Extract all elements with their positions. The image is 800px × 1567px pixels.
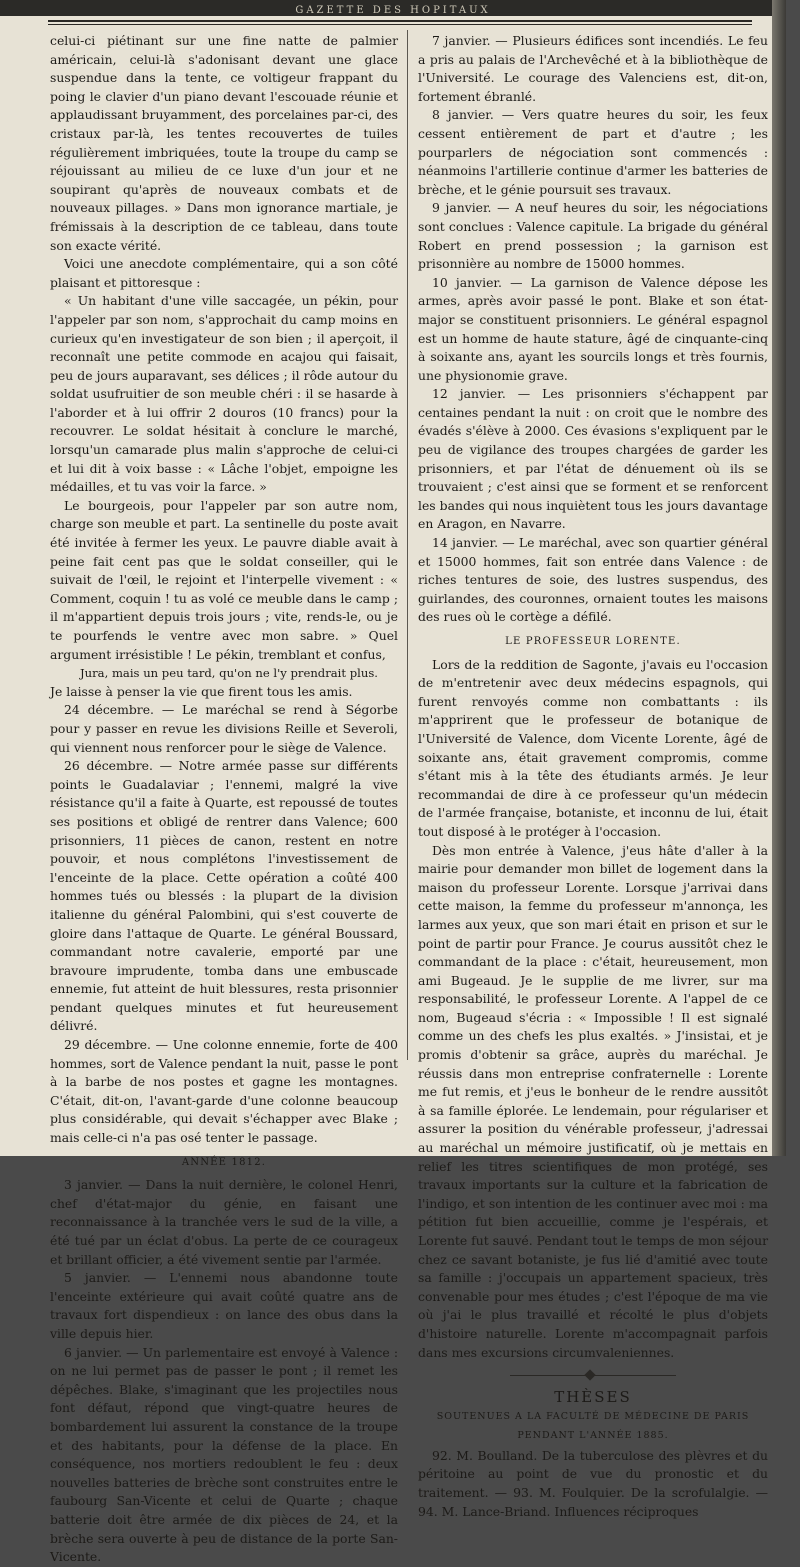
left-paragraph: Le bourgeois, pour l'appeler par son autre nom, charge son meuble et part. La sentinelle du poste avait été invitée à fermer les yeux. Le pauvre diable avait à peine fait cent pas que le soldat conseiller, qui le suivait de l'œil, le rejoint et l'interpelle vivement : « Comment, coquin ! tu as volé ce meuble dans le camp ; il m'appartient depuis trois jours ; vite, rends-le, ou je te pourfends le ventre avec mon sabre. » Quel argument irrésistible ! Le pékin, tremblant et confus,	[50, 497, 398, 662]
right-paragraph: 10 janvier. — La garnison de Valence dépose les armes, après avoir passé le pont. Blake et son état-major se constituent prisonniers. Le général espagnol est un homme de haute stature, âgé de cinquante-cinq à soixante ans, ayant les sourcils longs et très fournis, une physionomie grave.	[418, 274, 768, 383]
right-paragraph: Dès mon entrée à Valence, j'eus hâte d'aller à la mairie pour demander mon billet de logement dans la maison du professeur Lorente. Lorsque j'arrivai dans cette maison, la femme du professeur m'annonça, les larmes aux yeux, que son mari était en prison et sur le point de partir pour France. Je courus aussitôt chez le commandant de la place : c'était, heureusement, mon ami Bugeaud. Je le supplie de me livrer, sur ma responsabilité, le professeur Lorente. A l'appel de ce nom, Bugeaud s'écria : « Impossible ! Il est signalé comme un des chefs les plus exaltés. » J'insistai, et je promis d'obtenir sa grâce, auprès du maréchal. Je réussis dans mon entreprise confraternelle : Lorente me fut remis, et j'eus le bonheur de le rendre aussitôt à sa famille éplorée. Le lendemain, pour régulariser et assurer la position du vénérable professeur, j'adressai au maréchal un mémoire justificatif, où je mettais en relief les titres scientifiques de mon protégé, ses travaux importants sur la culture et la fabrication de l'indigo, et son intention de les continuer avec moi : ma pétition fut bien accueillie, comme je l'espérais, et Lorente fut sauvé. Pendant tout le temps de mon séjour chez ce savant botaniste, je fus lié d'amitié avec toute sa famille : j'occupais un appartement spacieux, très convenable pour mes études ; c'est l'époque de ma vie où j'ai le plus travaillé et récolté le plus d'objets d'histoire naturelle. Lorente m'accompagnait parfois dans mes excursions circumvaleniennes.	[418, 842, 768, 1360]
left-paragraph: 5 janvier. — L'ennemi nous abandonne toute l'enceinte extérieure qui avait coûté quatre ans de travaux fort dispendieux : on lance des obus dans la ville depuis hier.	[50, 1270, 398, 1341]
right-column	[418, 32, 768, 1521]
left-paragraph: celui-ci piétinant sur une fine natte de palmier américain, celui-là s'adonisant devant une glace suspendue dans la tente, ce voltigeur frappant du poing le clavier d'un piano devant l'escouade réunie et applaudissant bruyamment, des porcelaines par-ci, des cristaux par-là, les tentes recouvertes de tuiles régulièrement imbriquées, toute la troupe du camp se réjouissant au milieu de ce luxe d'un jour et ne soupirant qu'après de nouveaux combats et de nouveaux pillages. » Dans mon ignorance martiale, je frémissais à la description de ce tableau, dans toute son exacte vérité.	[50, 33, 398, 253]
right-paragraph: Lors de la reddition de Sagonte, j'avais eu l'occasion de m'entretenir avec deux médecins espagnols, qui furent renvoyés comme non combattants : ils m'apprirent que le professeur de botanique de l'Université de Valence, dom Vicente Lorente, âgé de soixante ans, était gravement compromis, comme s'étant mis à la tête des étudiants armés. Je leur recommandai de dire à ce professeur qu'un médecin de l'armée française, botaniste, et inconnu de lui, était tout disposé à le protéger à l'occasion.	[418, 656, 768, 839]
left-section-heading: ANNÉE 1812.	[181, 1156, 267, 1168]
section-ornament	[418, 1370, 768, 1380]
left-paragraph: Voici une anecdote complémentaire, qui a son côté plaisant et pittoresque :	[50, 256, 398, 290]
right-paragraph: 9 janvier. — A neuf heures du soir, les négociations sont conclues : Valence capitule. La brigade du général Robert en prend possession ; la garnison est prisonnière au nombre de 15000 hommes.	[418, 200, 768, 272]
right-paragraph: 7 janvier. — Plusieurs édifices sont incendiés. Le feu a pris au palais de l'Archevêché et à la bibliothèque de l'Université. Le courage des Valenciens est, dit-on, fortement ébranlé.	[418, 33, 768, 104]
left-paragraph: « Un habitant d'une ville saccagée, un pékin, pour l'appeler par son nom, s'approchait du camp moins en curieux qu'en investigateur de son bien ; il aperçoit, il reconnaît une petite commode en acajou qui faisait, peu de jours auparavant, ses délices ; il rôde autour du soldat usufruitier de son meuble chéri : il se hasarde à l'aborder et à lui offrir 2 douros (10 francs) pour la recouvrer. Le soldat hésitait à conclure le marché, lorsqu'un camarade plus malin s'approche de celui-ci et lui dit à voix basse : « Lâche l'objet, empoigne les médailles, et tu vas voir la farce. »	[50, 293, 398, 495]
right-paragraph: 8 janvier. — Vers quatre heures du soir, les feux cessent entièrement de part et d'autre ; les pourparlers de négociation sont commencés : néanmoins l'artillerie continue d'armer les batteries de brèche, et le génie poursuit ses travaux.	[418, 107, 768, 197]
right-column-articles	[418, 32, 768, 1362]
left-verse-line: Jura, mais un peu tard, qu'on ne l'y prendrait plus.	[80, 666, 378, 681]
theses-year: PENDANT L'ANNÉE 1885.	[517, 1429, 669, 1441]
right-section-heading: LE PROFESSEUR LORENTE.	[505, 636, 681, 647]
theses-subtitle: SOUTENUES A LA FACULTÉ DE MÉDECINE DE PARIS	[436, 1410, 750, 1422]
left-paragraph: Je laisse à penser la vie que firent tous les amis.	[50, 683, 353, 699]
left-paragraph: 24 décembre. — Le maréchal se rend à Ségorbe pour y passer en revue les divisions Reille et Severoli, qui viennent nous renforcer pour le siège de Valence.	[50, 702, 398, 755]
left-paragraph: 29 décembre. — Une colonne ennemie, forte de 400 hommes, sort de Valence pendant la nuit, passe le pont à la barbe de nos postes et gagne les montagnes. C'était, dit-on, l'avant-garde d'une colonne beaucoup plus considérable, qui devait s'échapper avec Blake ; mais celle-ci n'a pas osé tenter le passage.	[50, 1037, 398, 1146]
left-paragraph: 6 janvier. — Un parlementaire est envoyé à Valence : on ne lui permet pas de passer le pont ; il remet les dépêches. Blake, s'imaginant que les projectiles nous font défaut, répond que vingt-quatre heures de bombardement lui assurent la constance de la troupe et des habitants, pour la défense de la place. En conséquence, nos mortiers redoublent le feu : deux nouvelles batteries de brèche sont construites entre le faubourg San-Vicente et celui de Quarte ; chaque batterie doit être armée de dix pièces de 24, et la brèche sera ouverte à peu de distance de la porte San-Vicente.	[50, 1344, 398, 1565]
left-column	[50, 32, 398, 1567]
ornament-diamond	[584, 1369, 595, 1380]
top-rule-thin	[48, 24, 752, 25]
theses-title: THÈSES	[554, 1388, 632, 1407]
right-paragraph: 12 janvier. — Les prisonniers s'échappent par centaines pendant la nuit : on croit que le nombre des évadés s'élève à 2000. Ces évasions s'expliquent par le peu de vigilance des troupes chargées de garder les prisonniers, et par l'état de dénuement où ils se trouvaient ; c'est ainsi que se forment et se renforcent les bandes qui nous inquiètent tous les jours davantage en Aragon, en Navarre.	[418, 386, 768, 532]
left-paragraph: 26 décembre. — Notre armée passe sur différents points le Guadalaviar ; l'ennemi, malgré la vive résistance qu'il a faite à Quarte, est repoussé de toutes ses positions et obligé de rentrer dans Valence; 600 prisonniers, 11 pièces de canon, restent en notre pouvoir, et nous complétons l'investissement de l'enceinte de la place. Cette opération a coûté 400 hommes tués ou blessés : la plupart de la division italienne du général Palombini, qui s'est couverte de gloire dans l'attaque de Quarte. Le général Boussard, commandant notre cavalerie, emporté par une bravoure imprudente, tomba dans une embuscade ennemie, fut atteint de huit blessures, resta prisonnier pendant quelques minutes et fut heureusement délivré.	[50, 758, 398, 1034]
top-rule	[48, 20, 752, 22]
masthead-strip	[0, 0, 786, 16]
left-paragraph: 3 janvier. — Dans la nuit dernière, le colonel Henri, chef d'état-major du génie, en faisant une reconnaissance à la tranchée vers le sud de la ville, a été tué par un éclat d'obus. La perte de ce courageux et brillant officier, a été vivement sentie par l'armée.	[50, 1177, 398, 1267]
column-divider	[407, 30, 408, 1060]
theses-body: 92. M. Boulland. De la tuberculose des plèvres et du péritoine au point de vue du pronostic et du traitement. — 93. M. Foulquier. De la scrofulalgie. — 94. M. Lance-Briand. Influences réciproques	[418, 1447, 768, 1519]
right-paragraph: 14 janvier. — Le maréchal, avec son quartier général et 15000 hommes, fait son entrée dans Valence : de riches tentures de soie, des lustres suspendus, des guirlandes, des couronnes, ornaient toutes les maisons des rues où le cortège a défilé.	[418, 535, 768, 625]
masthead-title: GAZETTE DES HOPITAUX	[295, 5, 491, 16]
page-edge-shadow	[772, 0, 786, 1156]
